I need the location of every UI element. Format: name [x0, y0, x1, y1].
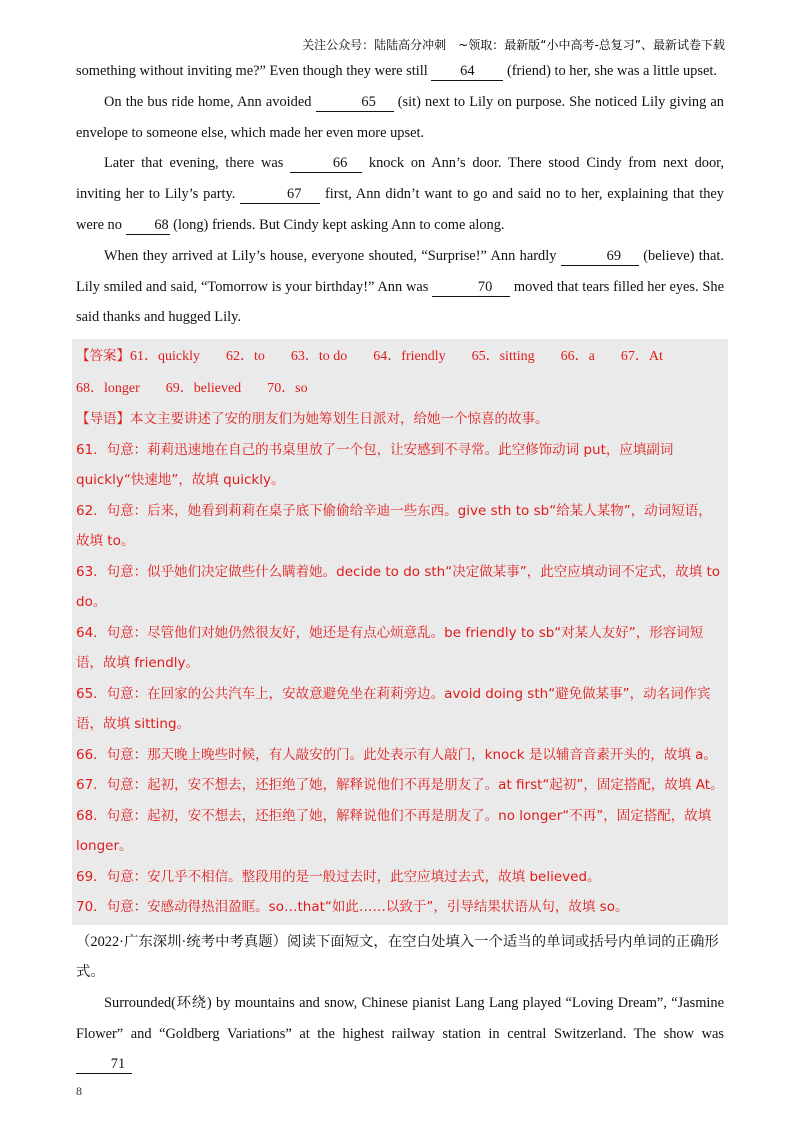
passage-text: knock on Ann’s door. There stood Cindy from next door, inviting her to Lily’s party.	[76, 155, 724, 203]
passage-text: Surrounded(环绕) by mountains and snow, Chinese pianist Lang Lang played “Loving Dream”, “Jasmine Flower” and “Goldberg Variations” at the highest railway station in central Switzerland. The show was	[76, 994, 724, 1042]
explanation-70: 70．句意：安感动得热泪盈眶。so…that“如此……以致于”，引导结果状语从句，故填 so。	[76, 899, 629, 916]
answer-item: 61．quickly	[130, 349, 200, 365]
question-intro: （2022·广东深圳·统考中考真题）阅读下面短文，在空白处填入一个适当的单词或括号内单词的正确形式。	[76, 933, 719, 981]
answer-key-line-1	[76, 341, 724, 373]
answer-section	[72, 339, 728, 925]
answer-item: 68．longer	[76, 380, 140, 396]
explanation-69: 69．句意：安几乎不相信。整段用的是一般过去时，此空应填过去式，故填 believed。	[76, 868, 601, 885]
blank-68: 68	[126, 216, 170, 235]
blank-71: 71	[76, 1055, 132, 1074]
answer-item: 69．believed	[165, 380, 242, 396]
explanation-65: 65．句意：在回家的公共汽车上，安故意避免坐在莉莉旁边。avoid doing sth“避免做某事”，动名词作宾语，故填 sitting。	[76, 685, 711, 733]
passage-text: (friend) to her, she was a little upset.	[506, 63, 717, 79]
explanation-68: 68．句意：起初，安不想去，还拒绝了她，解释说他们不再是朋友了。no longer“不再”，固定搭配，故填 longer。	[76, 807, 712, 855]
passage-paragraph-3	[76, 148, 724, 240]
explanation-64: 64．句意：尽管他们对她仍然很友好，她还是有点心烦意乱。be friendly to sb“对某人友好”，形容词短语，故填 friendly。	[76, 624, 704, 672]
answer-item: 63．to do	[290, 349, 348, 365]
page-header: 关注公众号：陆陆高分冲刺 ~领取：最新版“小中高考-总复习”、最新试卷下载	[302, 38, 725, 52]
passage-text: something without inviting me?” Even though they were still	[76, 63, 428, 79]
blank-64: 64	[431, 62, 503, 81]
page-number: 8	[76, 1084, 82, 1098]
guide-text: 【导语】本文主要讲述了安的朋友们为她筹划生日派对，给她一个惊喜的故事。	[76, 411, 549, 428]
explanation-61: 61．句意：莉莉迅速地在自己的书桌里放了一个包，让安感到不寻常。此空修饰动词 put，应填副词 quickly“快速地”，故填 quickly。	[76, 441, 674, 489]
next-passage-paragraph	[76, 988, 724, 1080]
answer-item: 65．sitting	[471, 349, 535, 365]
answer-item: 70．so	[267, 380, 308, 396]
answer-key-line-2	[76, 373, 724, 405]
blank-66: 66	[290, 154, 362, 173]
answer-key-label: 【答案】	[76, 348, 130, 365]
passage-text: Later that evening, there was	[104, 155, 284, 172]
explanation-67: 67．句意：起初，安不想去，还拒绝了她，解释说他们不再是朋友了。at first“起初”，固定搭配，故填 At。	[76, 777, 724, 794]
answer-item: 66．a	[560, 349, 595, 365]
explanation-66: 66．句意：那天晚上晚些时候，有人敲安的门。此处表示有人敲门，knock 是以辅音音素开头的，故填 a。	[76, 746, 717, 763]
answer-item: 67．At	[620, 349, 663, 365]
blank-67: 67	[240, 185, 320, 204]
blank-69: 69	[561, 247, 639, 266]
passage-text: moved that tears filled her eyes. She said thanks and hugged Lily.	[76, 278, 724, 326]
passage-text: (sit) next to Lily on purpose. She noticed Lily giving an envelope to someone else, which made her even more upset.	[76, 93, 724, 141]
page-content	[76, 56, 724, 1080]
blank-70: 70	[432, 278, 510, 297]
answer-item: 62．to	[226, 349, 265, 365]
blank-65: 65	[316, 93, 394, 112]
passage-text: first, Ann didn’t want to go and said no to her, explaining that they were no	[76, 186, 724, 233]
passage-text: (believe) that. Lily smiled and said, “Tomorrow is your birthday!” Ann was	[76, 247, 724, 295]
passage-paragraph-2	[76, 87, 724, 149]
passage-text: (long) friends. But Cindy kept asking Ann to come along.	[173, 216, 505, 233]
explanation-63: 63．句意：似乎她们决定做些什么瞒着她。decide to do sth“决定做某事”，此空应填动词不定式，故填 to do。	[76, 563, 721, 611]
passage-text: When they arrived at Lily’s house, everyone shouted, “Surprise!” Ann hardly	[104, 247, 557, 264]
answer-item: 64．friendly	[373, 349, 446, 365]
passage-paragraph-4	[76, 241, 724, 333]
passage-paragraph-1	[76, 56, 724, 87]
explanation-62: 62．句意：后来，她看到莉莉在桌子底下偷偷给辛迪一些东西。give sth to sb“给某人某物”，动词短语，故填 to。	[76, 502, 712, 550]
passage-text: On the bus ride home, Ann avoided	[104, 93, 312, 110]
